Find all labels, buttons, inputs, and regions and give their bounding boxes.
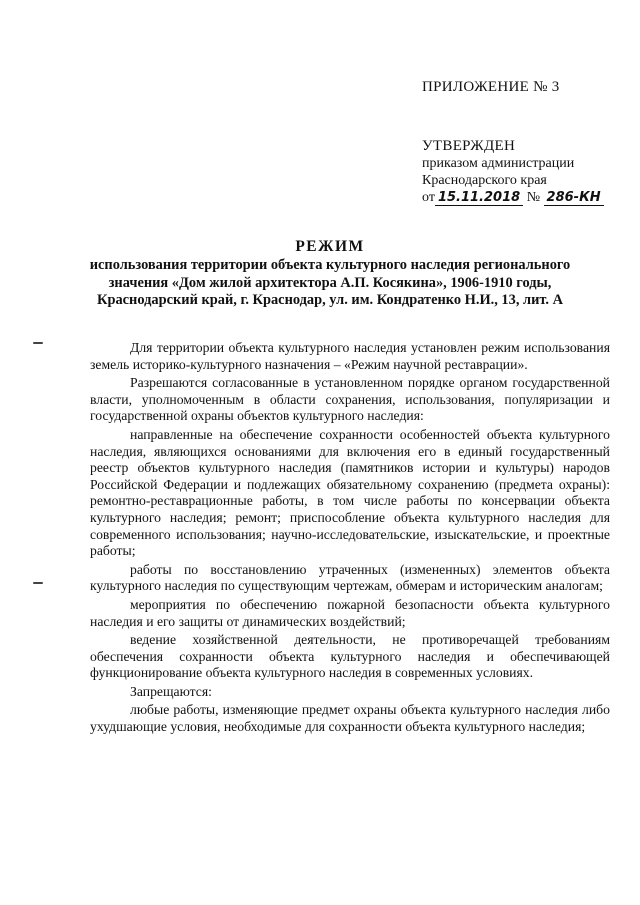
approval-line-1: приказом администрации [422,156,575,171]
order-line [422,189,632,206]
number-prefix: № [526,190,541,205]
approval-line-2: Краснодарского края [422,173,547,188]
body-paragraph: Запрещаются: [130,683,212,699]
body-paragraph: направленные на обеспечение сохранности особенностей объекта культурного наследия, являющихся основаниями для включения его в единый государственный реестр объектов культурного наследия (памятников истории и культуры) народов Российской Федерации и подлежащих обязательному сохранению (предмета охраны): ремонтно-реставрационные работы, в том числе работы по консервации объекта культурного наследия; ремонт; приспособление объекта культурного наследия для современного использования; научно-исследовательские, изыскательские, и проектные работы; [90,426,610,559]
document-title-block [60,237,600,310]
body-paragraph: любые работы, изменяющие предмет охраны объекта культурного наследия либо ухудшающие условия, необходимые для сохранности объекта культурного наследия; [90,702,610,735]
document-body [90,340,610,738]
body-paragraph: Разрешаются согласованные в установленном порядке органом государственной власти, уполномоченным в области сохранения, использования, популяризации и государственной охраны объектов культурного наследия: [90,375,610,424]
margin-mark [33,582,43,584]
body-paragraph: мероприятия по обеспечению пожарной безопасности объекта культурного наследия и его защиты от динамических воздействий; [90,596,610,629]
document-subtitle: использования территории объекта культурного наследия регионального значения «Дом жилой архитектора А.П. Косякина», 1906-1910 годы, Краснодарский край, г. Краснодар, ул. им. Кондратенко Н.И., 13, лит. А [89,257,571,308]
margin-mark [33,342,43,344]
appendix-header [422,78,622,96]
date-prefix: от [422,190,435,205]
appendix-label: ПРИЛОЖЕНИЕ № 3 [422,79,560,95]
order-number: 286-КН [544,190,604,206]
body-paragraph: Для территории объекта культурного наследия установлен режим использования земель историко-культурного назначения – «Режим научной реставрации». [90,340,610,372]
order-date: 15.11.2018 [435,190,523,206]
body-paragraph: работы по восстановлению утраченных (измененных) элементов объекта культурного наследия по существующим чертежам, обмерам и историческим аналогам; [90,561,610,594]
approval-block [422,137,632,206]
document-title: РЕЖИМ [295,238,365,255]
body-paragraph: ведение хозяйственной деятельности, не противоречащей требованиям обеспечения сохранности объекта культурного наследия и обеспечивающей функционирование объекта культурного наследия в современных условиях. [90,632,610,681]
approval-title: УТВЕРЖДЕН [422,138,516,154]
